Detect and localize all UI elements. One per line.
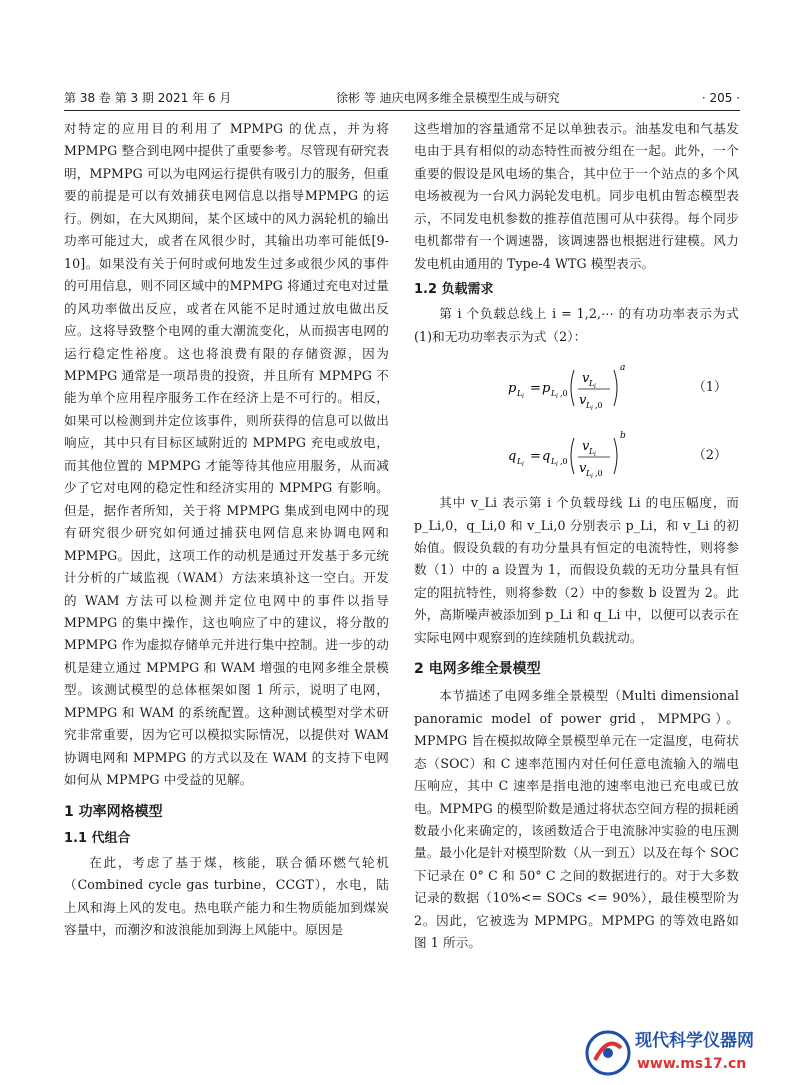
- svg-text:L: L: [517, 457, 523, 467]
- svg-text:,0: ,0: [595, 469, 603, 479]
- svg-text:i: i: [522, 461, 524, 469]
- section-heading-2: 2 电网多维全景模型: [414, 661, 541, 678]
- page-number: · 205 ·: [701, 91, 740, 105]
- svg-text:p: p: [542, 381, 551, 397]
- equation-2-number: （2）: [692, 448, 727, 464]
- equation-2-formula: [414, 424, 674, 484]
- svg-text:=: =: [530, 381, 541, 397]
- svg-text:L: L: [517, 389, 523, 399]
- svg-text:L: L: [551, 389, 557, 399]
- generation-continuation-paragraph: 这些增加的容量通常不足以单独表示。油基发电和气基发电由于具有相似的动态特性而被分组在一起。此外，一个重要的假设是风电场的集合，其中位于一个站点的多个风电场被视为一台风力涡轮发电机。同步电机由暂态模型表示，不同发电机参数的推荐值范围可从中获得。每个同步电机都带有一个调速器，该调速器也根据进行建模。风力发电机由通用的 Type-4 WTG 模型表示。: [414, 121, 739, 271]
- svg-text:v: v: [582, 439, 590, 455]
- svg-text:,0: ,0: [560, 389, 568, 399]
- load-demand-paragraph: 第 i 个负载总线上 i = 1,2,⋯ 的有功功率表示为式(1)和无功功率表示为式（2）：: [414, 306, 739, 344]
- svg-text:i: i: [591, 405, 593, 413]
- svg-text:L: L: [586, 469, 592, 479]
- svg-text:L: L: [551, 457, 557, 467]
- header-rule: [64, 110, 740, 111]
- intro-continuation-paragraph: 对特定的应用目的利用了 MPMPG 的优点，并为将MPMPG 整合到电网中提供了重要参考。尽管现有研究表明，MPMPG 可以为电网运行提供有吸引力的服务，但重要的前提是可以有效捕获电网信息以指导MPMPG 的运行。例如，在大风期间，某个区域中的风力涡轮机的输出功率可能过大，或者在风很少时，其输出功率可能低[9-10]。如果没有关于何时或何地发生过多或很少风的事件的可用信息，则不同区域中的MPMPG 将通过充电对过量的风功率做出反应，或者在风能不足时通过放电做出反应。这将导致整个电网的重大潮流变化，从而损害电网的运行稳定性裕度。这也将浪费有限的存储资源，因为 MPMPG 通常是一项昂贵的投资，并且所有 MPMPG 不能为单个应用程序服务工作在经济上是不可行的。相反，如果可以检测到并定位该事件，则所获得的信息可以做出响应，其中只有目标区域附近的 MPMPG 充电或放电，而其他位置的 MPMPG 才能等待其他应用服务，从而减少了它对电网的稳定性和经济实用的 MPMPG 有影响。但是，据作者所知，关于将 MPMPG 集成到电网中的现有研究很少研究如何通过捕获电网信息来协调电网和 MPMPG。因此，这项工作的动机是通过开发基于多元统计分析的广域监视（WAM）方法来填补这一空白。开发的 WAM 方法可以检测并定位电网中的事件以指导 MPMPG 的集中操作，这也响应了中的建议，将分散的 MPMPG 作为虚拟存储单元并进行集中控制。进一步的动机是建立通过 MPMPG 和 WAM 增强的电网多维全景模型。该测试模型的总体框架如图 1 所示，说明了电网，MPMPG 和 WAM 的系统配置。这种测试模型对学术研究非常重要，因为它可以模拟实际情况，以提供对 WAM 协调电网和 MPMPG 的方式以及在 WAM 的支持下电网如何从 MPMPG 中受益的见解。: [64, 121, 389, 788]
- svg-text:=: =: [530, 449, 541, 465]
- site-watermark: [585, 1028, 790, 1080]
- subsection-heading-1-1: 1.1 代组合: [64, 830, 131, 846]
- equation-2: [414, 424, 739, 484]
- section-heading-1: 1 功率网格模型: [64, 803, 163, 820]
- svg-text:L: L: [586, 401, 592, 411]
- svg-text:i: i: [556, 393, 558, 401]
- svg-text:q: q: [508, 449, 517, 465]
- watermark-site-name: 现代科学仪器网: [635, 1031, 754, 1051]
- svg-text:v: v: [579, 393, 587, 409]
- left-column: [64, 118, 389, 941]
- svg-text:p: p: [508, 381, 517, 397]
- svg-text:v: v: [579, 461, 587, 477]
- svg-text:v: v: [582, 371, 590, 387]
- svg-text:i: i: [591, 473, 593, 481]
- equation-1-formula: [414, 356, 674, 416]
- journal-issue-info: 第 38 卷 第 3 期 2021 年 6 月: [64, 91, 232, 105]
- subsection-heading-1-2: 1.2 负载需求: [414, 282, 494, 298]
- svg-text:b: b: [620, 431, 626, 442]
- svg-text:a: a: [620, 363, 626, 374]
- svg-text:i: i: [594, 451, 596, 459]
- mpmpg-description-paragraph: 本节描述了电网多维全景模型（Multi dimensional panoramic model of power grid，MPMPG）。MPMPG 旨在模拟故障全景模型单元在一定温度，电荷状态（SOC）和 C 速率范围内对任何任意电流输入的端电压响应，其中 C 速率是指电池的速率电池已充电或已放电。MPMPG 的模型阶数是通过将状态空间方程的损耗函数最小化来确定的，该函数适合于电流脉冲实验的电压测量。最小化是针对模型阶数（从一到五）以及在每个 SOC 下记录在 0° C 和 50° C 之间的数据进行的。对于大多数记录的数据（10%<= SOCs <= 90%），最佳模型阶为 2。因此，它被选为 MPMPG。MPMPG 的等效电路如图 1 所示。: [414, 688, 739, 951]
- equation-1-number: （1）: [692, 380, 727, 396]
- svg-text:i: i: [522, 393, 524, 401]
- watermark-site-url[interactable]: www.ms17.cn: [637, 1056, 747, 1072]
- load-parameters-paragraph: 其中 v_Li 表示第 i 个负载母线 Li 的电压幅度，而 p_Li,0，q_Li,0 和 v_Li,0 分别表示 p_Li，和 v_Li 的初始值。假设负载的有功分量具有恒定的电流特性，则将参数（1）中的 a 设置为 1，而假设负载的无功分量具有恒定的阻抗特性，则将参数（2）中的参数 b 设置为 2。此外，高斯噪声被添加到 p_Li 和 q_Li 中，以便可以表示在实际电网中观察到的连续随机负载扰动。: [414, 495, 739, 645]
- article-running-title: 徐彬 等 迪庆电网多维全景模型生成与研究: [336, 91, 560, 105]
- right-column: [414, 118, 739, 955]
- svg-text:,0: ,0: [595, 401, 603, 411]
- running-header: [64, 88, 740, 108]
- svg-text:i: i: [556, 461, 558, 469]
- svg-text:q: q: [542, 449, 551, 465]
- svg-text:L: L: [589, 447, 595, 457]
- equation-1: [414, 356, 739, 416]
- svg-text:L: L: [589, 379, 595, 389]
- svg-text:i: i: [594, 383, 596, 391]
- watermark-logo-icon: [585, 1030, 631, 1076]
- generation-mix-paragraph: 在此，考虑了基于煤，核能，联合循环燃气轮机（Combined cycle gas turbine，CCGT），水电，陆上风和海上风的发电。热电联产能力和生物质能加到煤炭容量中，而潮汐和波浪能加到海上风能中。原因是: [64, 854, 389, 937]
- svg-text:,0: ,0: [560, 457, 568, 467]
